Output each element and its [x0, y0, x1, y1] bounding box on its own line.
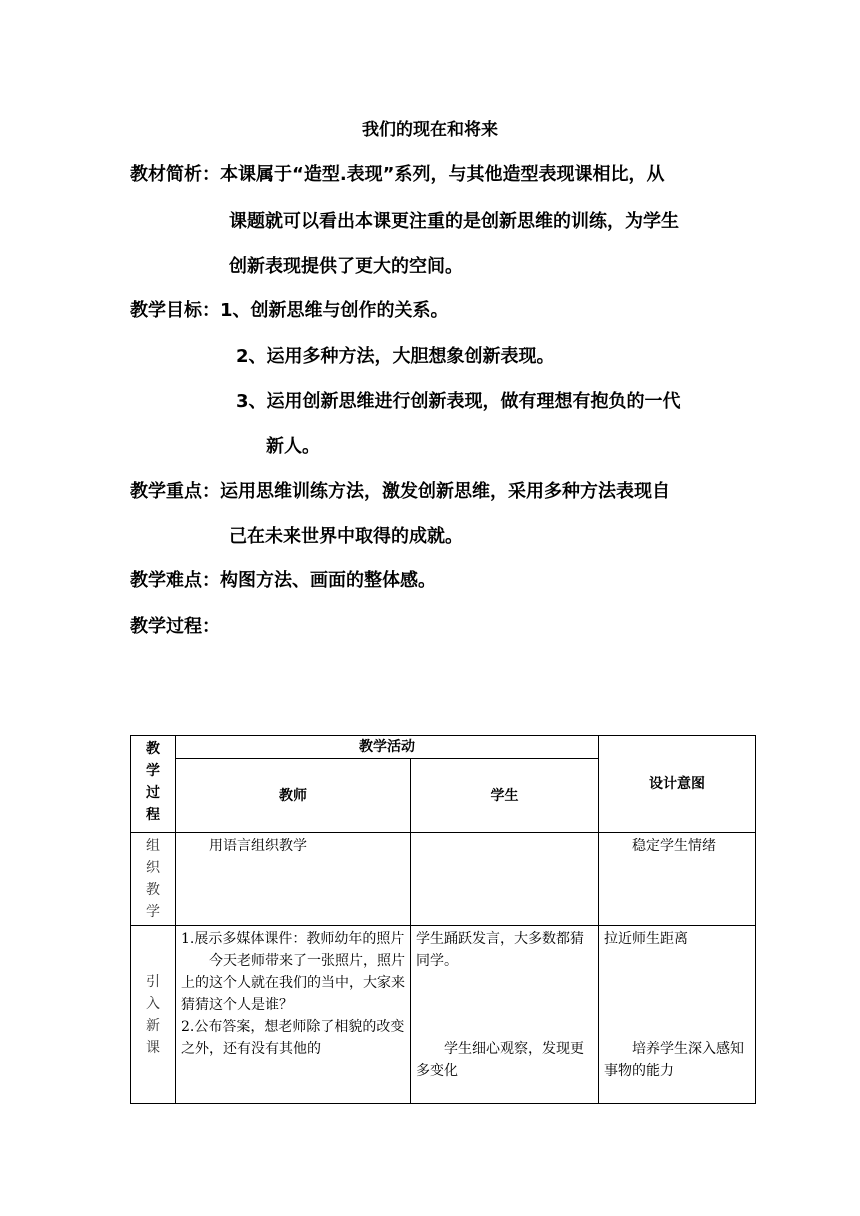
analysis-text-3: 创新表现提供了更大的空间。	[229, 256, 463, 277]
key-points-text-2: 己在未来世界中取得的成就。	[229, 526, 463, 547]
stage-cell: 组织教学	[131, 833, 176, 926]
goal-item-2: 2、运用多种方法，大胆想象创新表现。	[236, 346, 555, 367]
key-points-text-1: 运用思维训练方法，激发创新思维，采用多种方法表现自	[220, 481, 670, 502]
difficulties-text: 构图方法、画面的整体感。	[220, 570, 436, 591]
header-student: 学生	[411, 759, 599, 833]
lesson-plan-table	[130, 735, 756, 1104]
goals-label: 教学目标：	[130, 300, 220, 321]
key-points-label: 教学重点：	[130, 481, 220, 502]
student-cell	[411, 833, 599, 926]
table-row	[131, 926, 756, 1104]
analysis-text-1: 本课属于“造型.表现”系列，与其他造型表现课相比，从	[220, 164, 665, 185]
stage-cell: 引入新课	[131, 926, 176, 1104]
key-points-line-1	[130, 477, 670, 503]
header-activity: 教学活动	[176, 736, 599, 759]
difficulties-label: 教学难点：	[130, 570, 220, 591]
student-cell: 学生踊跃发言，大多数都猜同学。 学生细心观察，发现更多变化	[411, 926, 599, 1104]
goal-item-3: 3、运用创新思维进行创新表现，做有理想有抱负的一代	[236, 391, 681, 412]
goal-item-1: 1、创新思维与创作的关系。	[220, 300, 449, 321]
analysis-line-1	[130, 160, 665, 186]
goal-item-3-cont: 新人。	[266, 436, 320, 457]
teacher-cell: 1.展示多媒体课件：教师幼年的照片 今天老师带来了一张照片，照片上的这个人就在我们的当中，大家来猜猜这个人是谁？ 2.公布答案，想老师除了相貌的改变之外，还有没有其他的	[176, 926, 411, 1104]
goals-line-1	[130, 296, 449, 322]
intent-cell: 稳定学生情绪	[599, 833, 756, 926]
process-label: 教学过程：	[130, 616, 220, 637]
table-row	[131, 833, 756, 926]
analysis-label: 教材简析：	[130, 164, 220, 185]
header-process: 教学过程	[131, 736, 176, 833]
header-intent: 设计意图	[599, 736, 756, 833]
intent-cell: 拉近师生距离 培养学生深入感知事物的能力	[599, 926, 756, 1104]
document-title: 我们的现在和将来	[362, 120, 498, 140]
teacher-cell: 用语言组织教学	[176, 833, 411, 926]
analysis-text-2: 课题就可以看出本课更注重的是创新思维的训练，为学生	[229, 211, 679, 232]
header-teacher: 教师	[176, 759, 411, 833]
difficulties-line	[130, 566, 436, 592]
